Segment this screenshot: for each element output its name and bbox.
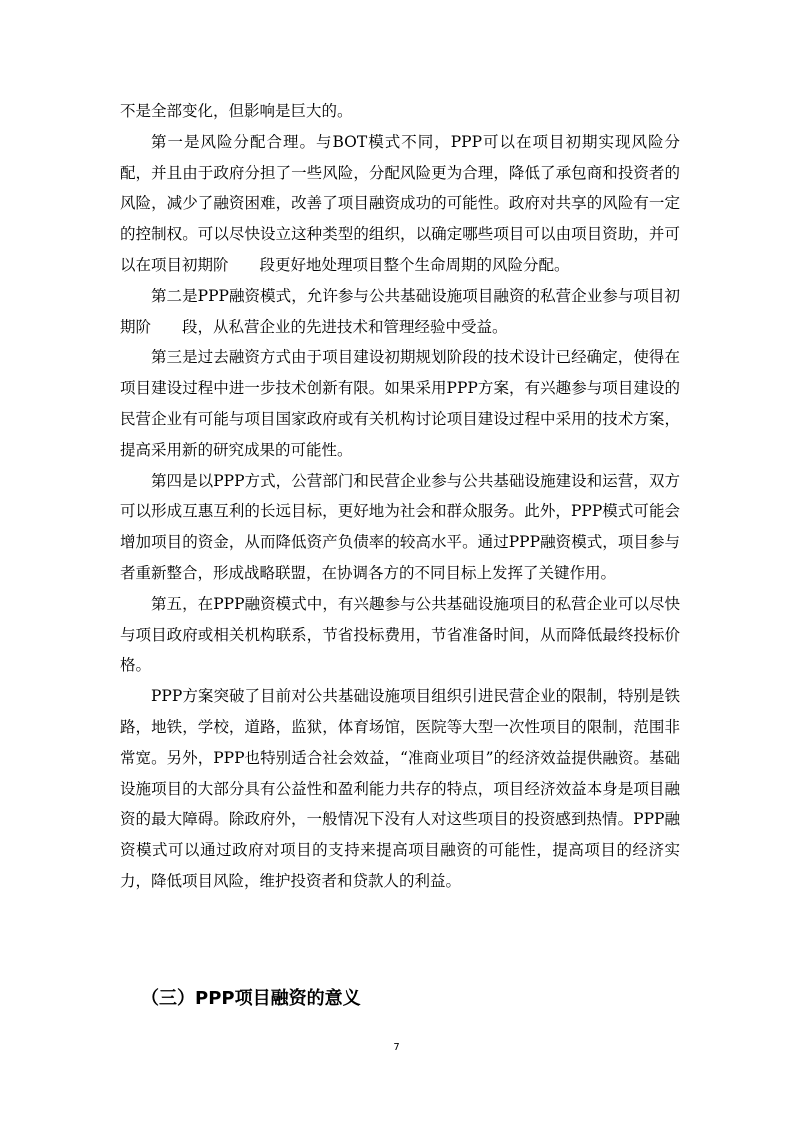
paragraph-risk-allocation: 第一是风险分配合理。与BOT模式不同，PPP可以在项目初期实现风险分配，并且由于政府分担了一些风险，分配风险更为合理，降低了承包商和投资者的风险，减少了融资困难，改善了项目融资成功的可能性。政府对共享的风险有一定的控制权。可以尽快设立这种类型的组织，以确定哪些项目可以由项目资助，并可以在项目初期阶 段更好地处理项目整个生命周期的风险分配。 [120,132,680,274]
page-number: 7 [393,1042,400,1053]
paragraph-continuation: 不是全部变化，但影响是巨大的。 [120,102,353,120]
paragraph-scope: PPP方案突破了目前对公共基础设施项目组织引进民营企业的限制，特别是铁路，地铁，学校，道路，监狱，体育场馆，医院等大型一次性项目的限制，范围非常宽。另外，PPP也特别适合社会效益，“准商业项目”的经济效益提供融资。基础设施项目的大部分具有公益性和盈利能力共存的特点，项目经济效益本身是项目融资的最大障碍。除政府外，一般情况下没有人对这些项目的投资感到热情。PPP融资模式可以通过政府对项目的支持来提高项目融资的可能性，提高项目的经济实力，降低项目风险，维护投资者和贷款人的利益。 [120,687,680,890]
paragraph-bidding-cost: 第五，在PPP融资模式中，有兴趣参与公共基础设施项目的私营企业可以尽快与项目政府或相关机构联系，节省投标费用，节省准备时间，从而降低最终投标价格。 [120,594,680,675]
section-heading: （三）PPP项目融资的意义 [141,988,361,1009]
body-text [120,96,680,897]
paragraph-mutual-benefit: 第四是以PPP方式，公营部门和民营企业参与公共基础设施建设和运营，双方可以形成互惠互利的长远目标，更好地为社会和群众服务。此外，PPP模式可能会增加项目的资金，从而降低资产负债率的较高水平。通过PPP融资模式，项目参与者重新整合，形成战略联盟，在协调各方的不同目标上发挥了关键作用。 [120,471,680,582]
paragraph-early-participation: 第二是PPP融资模式，允许参与公共基础设施项目融资的私营企业参与项目初期阶 段，从私营企业的先进技术和管理经验中受益。 [120,286,680,336]
paragraph-technical-innovation: 第三是过去融资方式由于项目建设初期规划阶段的技术设计已经确定，使得在项目建设过程中进一步技术创新有限。如果采用PPP方案，有兴趣参与项目建设的民营企业有可能与项目国家政府或有关机构讨论项目建设过程中采用的技术方案，提高采用新的研究成果的可能性。 [120,348,680,459]
